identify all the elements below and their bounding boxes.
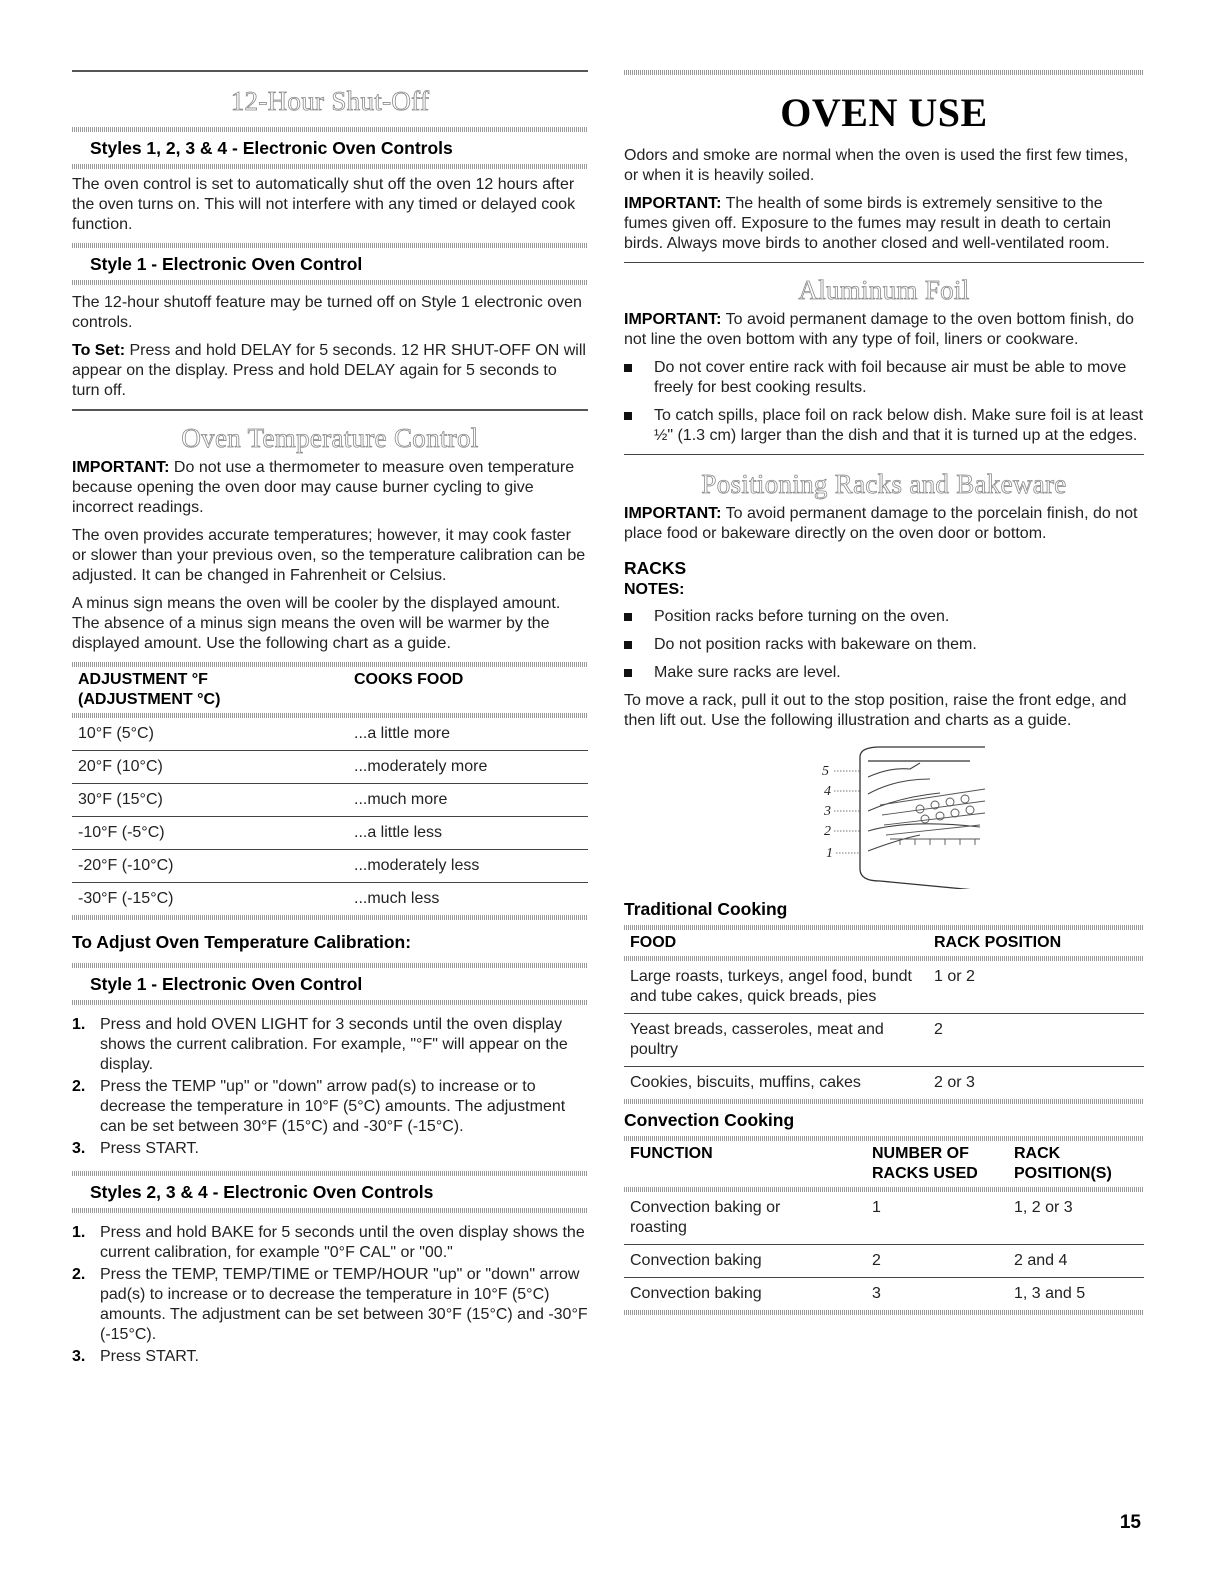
function-cell: Convection baking	[630, 1285, 762, 1302]
cooks-food-cell: ...much less	[354, 890, 440, 907]
shutoff-paragraph: The oven control is set to automatically shut off the oven 12 hours after the oven turns on. This will not interfere with any timed or delayed cook function.	[72, 176, 576, 233]
subheading-style-1: Style 1 - Electronic Oven Control	[90, 254, 363, 274]
convection-cooking-heading: Convection Cooking	[624, 1110, 795, 1130]
cooks-food-cell: ...a little more	[354, 725, 451, 742]
food-cell: Large roasts, turkeys, angel food, bundt and tube cakes, quick breads, pies	[630, 968, 912, 1005]
oven-use-intro: Odors and smoke are normal when the oven is used the first few times, or when it is heavily soiled.	[624, 147, 1129, 184]
bullet-text: Do not position racks with bakeware on them.	[654, 636, 977, 653]
step-item	[72, 1265, 588, 1345]
table-row	[72, 784, 588, 817]
rack-position-cell: 2	[934, 1021, 943, 1038]
hatch-divider	[624, 1310, 1144, 1315]
table-row	[624, 1014, 1144, 1067]
step-text: Press START.	[100, 1348, 199, 1365]
table-row	[624, 1192, 1144, 1245]
page-title: OVEN USE	[780, 90, 988, 135]
bullet-text: Position racks before turning on the oven.	[654, 608, 950, 625]
table-body	[624, 1192, 1144, 1310]
temp-paragraph-1: The oven provides accurate temperatures; however, it may cook faster or slower than your previous oven, so the temperature calibration can be adjusted. It can be changed in Fahrenheit or Celsius.	[72, 527, 586, 584]
cooks-food-cell: ...much more	[354, 791, 448, 808]
header-adjustment-f: ADJUSTMENT °F	[78, 671, 208, 688]
step-number: 3.	[72, 1140, 86, 1157]
bullet-text: To catch spills, place foil on rack below dish. Make sure foil is at least ½" (1.3 cm) larger than the dish and that it is turned up at the edges.	[654, 407, 1144, 444]
table-row	[72, 817, 588, 850]
section-rule	[72, 409, 588, 411]
step-number: 1.	[72, 1224, 86, 1241]
rack-grid	[880, 789, 985, 845]
rack-positions-illustration	[820, 739, 990, 889]
right-column	[624, 70, 1144, 1315]
hatch-divider	[72, 280, 588, 285]
step-item	[72, 1223, 588, 1263]
adjustment-cell: 30°F (15°C)	[78, 791, 163, 808]
important-label: IMPORTANT:	[624, 505, 722, 522]
table-header-function: FUNCTION	[630, 1145, 713, 1162]
table-body	[72, 718, 588, 915]
table-header-cooks-food: COOKS FOOD	[354, 671, 464, 688]
racks-used-cell: 1	[872, 1199, 881, 1216]
square-bullet-icon	[624, 412, 632, 420]
table-row	[624, 961, 1144, 1014]
step-number: 2.	[72, 1266, 86, 1283]
to-set-label: To Set:	[72, 342, 126, 359]
step-text: Press START.	[100, 1140, 199, 1157]
rack-rails	[868, 763, 980, 851]
subheading-styles-1234: Styles 1, 2, 3 & 4 - Electronic Oven Controls	[90, 138, 453, 158]
style1-steps-list	[72, 1015, 588, 1159]
adjustment-cell: -10°F (-5°C)	[78, 824, 165, 841]
styles234-steps-list	[72, 1223, 588, 1367]
table-row	[624, 1278, 1144, 1310]
step-item	[72, 1015, 588, 1075]
section-rule	[624, 262, 1144, 263]
table-header	[624, 930, 1144, 956]
hatch-divider	[72, 963, 588, 968]
temp-paragraph-2: A minus sign means the oven will be cooler by the displayed amount. The absence of a minus sign means the oven will be warmer by the displayed amount. Use the following chart as a guide.	[72, 595, 561, 652]
food-cell: Cookies, biscuits, muffins, cakes	[630, 1074, 861, 1091]
convection-cooking-table	[624, 1136, 1144, 1315]
cooks-food-cell: ...a little less	[354, 824, 443, 841]
important-label: IMPORTANT:	[72, 459, 170, 476]
rack-position-cell: 2 or 3	[934, 1074, 975, 1091]
rack-positions-cell: 1, 2 or 3	[1014, 1199, 1073, 1216]
page-number: 15	[1119, 1512, 1141, 1533]
subheading-styles-234: Styles 2, 3 & 4 - Electronic Oven Controls	[90, 1182, 434, 1202]
step-number: 1.	[72, 1016, 86, 1033]
birds-important-text: The health of some birds is extremely sensitive to the fumes given off. Exposure to the fumes may result in death to certain birds. Always move birds to another closed and well-ventilated room.	[624, 195, 1112, 252]
table-body	[624, 961, 1144, 1099]
adjustment-cell: -20°F (-10°C)	[78, 857, 174, 874]
bullet-text: Do not cover entire rack with foil because air must be able to move freely for best cooking results.	[654, 359, 1127, 396]
table-header	[72, 667, 588, 713]
oven-outline	[860, 747, 985, 889]
table-header-rack-positions: RACK POSITION(S)	[1014, 1145, 1112, 1182]
rack-position-cell: 1 or 2	[934, 968, 975, 985]
hatch-divider	[72, 243, 588, 248]
table-header-rack-position: RACK POSITION	[934, 934, 1062, 951]
shutoff-style1-paragraph: The 12-hour shutoff feature may be turned off on Style 1 electronic oven controls.	[72, 294, 582, 331]
traditional-cooking-heading: Traditional Cooking	[624, 899, 788, 919]
function-cell: Convection baking or roasting	[630, 1199, 781, 1236]
hatch-divider	[72, 915, 588, 920]
section-title-racks: Positioning Racks and Bakeware	[701, 469, 1067, 499]
important-label: IMPORTANT:	[624, 311, 722, 328]
bullet-item	[624, 607, 1144, 627]
rack-notes-list	[624, 607, 1144, 683]
hatch-divider	[624, 1099, 1144, 1104]
step-text: Press the TEMP, TEMP/TIME or TEMP/HOUR "up" or "down" arrow pad(s) to increase or to decrease the temperature in 10°F (5°C) amounts. The adjustment can be set between 30°F (15°C) and -30°F (-15°C).	[100, 1266, 588, 1343]
cooks-food-cell: ...moderately less	[354, 857, 480, 874]
step-item	[72, 1139, 588, 1159]
square-bullet-icon	[624, 641, 632, 649]
important-label: IMPORTANT:	[624, 195, 722, 212]
rack-label-5: 5	[822, 764, 829, 779]
rack-label-3: 3	[824, 804, 831, 819]
adjustment-cell: 20°F (10°C)	[78, 758, 163, 775]
table-header-food: FOOD	[630, 934, 677, 951]
to-set-text: Press and hold DELAY for 5 seconds. 12 HR SHUT-OFF ON will appear on the display. Press and hold DELAY again for 5 seconds to turn off.	[72, 342, 586, 399]
rack-positions-cell: 2 and 4	[1014, 1252, 1068, 1269]
racks-heading: RACKS	[624, 558, 687, 578]
bullet-item	[624, 406, 1144, 446]
adjustment-cell: 10°F (5°C)	[78, 725, 154, 742]
section-title-shutoff: 12-Hour Shut-Off	[230, 86, 430, 116]
step-number: 3.	[72, 1348, 86, 1365]
foil-important-paragraph	[624, 310, 1144, 350]
function-cell: Convection baking	[630, 1252, 762, 1269]
table-row	[72, 751, 588, 784]
food-cell: Yeast breads, casseroles, meat and poultry	[630, 1021, 884, 1058]
foil-important-text: To avoid permanent damage to the oven bottom finish, do not line the oven bottom with any type of foil, liners or cookware.	[624, 311, 1134, 348]
racks-used-cell: 2	[872, 1252, 881, 1269]
adjustment-table	[72, 662, 588, 920]
bullet-item	[624, 635, 1144, 655]
table-header-number-of-racks: NUMBER OF RACKS USED	[872, 1145, 978, 1182]
step-text: Press and hold BAKE for 5 seconds until the oven display shows the current calibration, for example "0°F CAL" or "00."	[100, 1224, 585, 1261]
rack-label-1: 1	[826, 846, 833, 861]
header-adjustment-c: (ADJUSTMENT °C)	[78, 691, 221, 708]
adjustment-cell: -30°F (-15°C)	[78, 890, 174, 907]
rack-position-labels	[822, 764, 833, 861]
table-header-adjustment	[78, 670, 354, 710]
hatch-divider	[72, 1000, 588, 1005]
section-rule	[624, 454, 1144, 455]
traditional-cooking-table	[624, 925, 1144, 1104]
birds-important-paragraph	[624, 194, 1144, 254]
left-column	[72, 70, 588, 1369]
section-title-foil: Aluminum Foil	[798, 275, 970, 305]
square-bullet-icon	[624, 669, 632, 677]
step-text: Press and hold OVEN LIGHT for 3 seconds until the oven display shows the current calibration. For example, "°F" will appear on the display.	[100, 1016, 568, 1073]
section-rule	[72, 70, 588, 72]
rack-label-leaders	[834, 771, 860, 853]
square-bullet-icon	[624, 364, 632, 372]
notes-heading: NOTES:	[624, 581, 685, 598]
racks-important-text: To avoid permanent damage to the porcelain finish, do not place food or bakeware directly on the oven door or bottom.	[624, 505, 1138, 542]
bullet-text: Make sure racks are level.	[654, 664, 841, 681]
table-row	[624, 1067, 1144, 1099]
temp-important-text: Do not use a thermometer to measure oven temperature because opening the oven door may cause burner cycling to give incorrect readings.	[72, 459, 575, 516]
table-row	[624, 1245, 1144, 1278]
rack-label-4: 4	[824, 784, 831, 799]
racks-used-cell: 3	[872, 1285, 881, 1302]
hatch-divider	[72, 1171, 588, 1176]
subheading-style-1-calibration: Style 1 - Electronic Oven Control	[90, 974, 363, 994]
bullet-item	[624, 663, 1144, 683]
table-row	[72, 850, 588, 883]
foil-bullet-list	[624, 358, 1144, 446]
section-title-temperature: Oven Temperature Control	[181, 423, 479, 453]
to-set-paragraph	[72, 341, 588, 401]
cooks-food-cell: ...moderately more	[354, 758, 488, 775]
hatch-divider	[72, 127, 588, 132]
step-item	[72, 1077, 588, 1137]
racks-important-paragraph	[624, 504, 1144, 544]
hatch-divider	[72, 1208, 588, 1213]
square-bullet-icon	[624, 613, 632, 621]
step-item	[72, 1347, 588, 1367]
rack-label-2: 2	[824, 824, 831, 839]
hatch-divider	[624, 70, 1144, 75]
step-text: Press the TEMP "up" or "down" arrow pad(s) to increase or to decrease the temperature in 10°F (5°C) amounts. The adjustment can be set between 30°F (15°C) and -30°F (-15°C).	[100, 1078, 566, 1135]
temp-important-paragraph	[72, 458, 588, 518]
adjust-calibration-heading: To Adjust Oven Temperature Calibration:	[72, 932, 412, 952]
step-number: 2.	[72, 1078, 86, 1095]
hatch-divider	[72, 164, 588, 169]
bullet-item	[624, 358, 1144, 398]
rack-positions-cell: 1, 3 and 5	[1014, 1285, 1086, 1302]
table-header	[624, 1141, 1144, 1187]
table-row	[72, 718, 588, 751]
table-row	[72, 883, 588, 915]
move-rack-paragraph: To move a rack, pull it out to the stop position, raise the front edge, and then lift out. Use the following illustration and charts as a guide.	[624, 692, 1127, 729]
